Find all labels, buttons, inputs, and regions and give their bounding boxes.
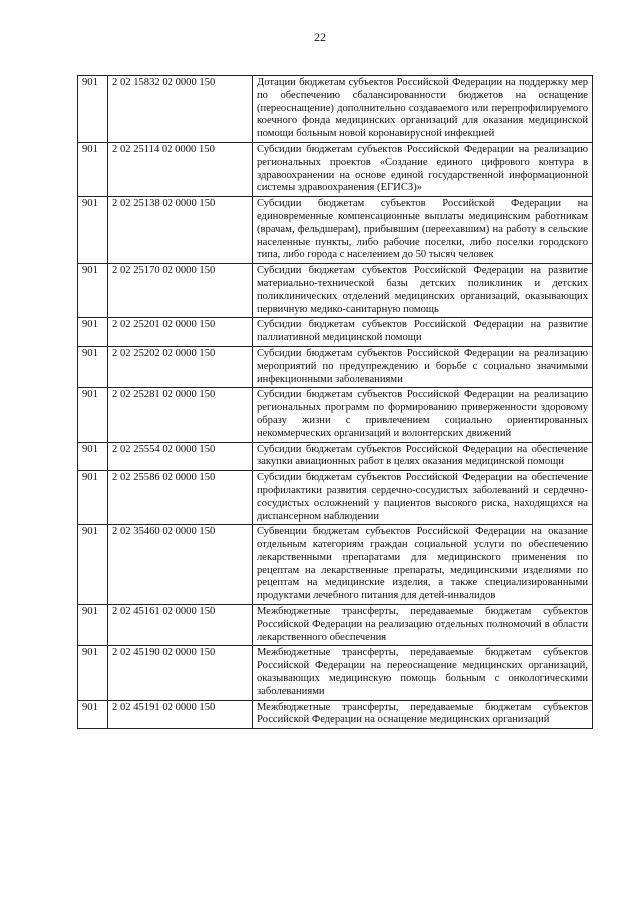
budget-code-cell: 2 02 25202 02 0000 150 (108, 346, 253, 387)
budget-code-cell: 2 02 25114 02 0000 150 (108, 142, 253, 196)
page-number: 22 (314, 30, 326, 44)
revenue-name-cell: Субсидии бюджетам субъектов Российской Федерации на реализацию мероприятий по предупреждению и борьбе с социально значимыми инфекционными заболеваниями (253, 346, 593, 387)
admin-code-cell: 901 (78, 318, 108, 347)
admin-code-cell: 901 (78, 525, 108, 605)
table-row (78, 442, 593, 471)
revenue-name-cell: Межбюджетные трансферты, передаваемые бюджетам субъектов Российской Федерации на переоснащение медицинских организаций, оказывающих медицинскую помощь больным с онкологическими заболеваниями (253, 646, 593, 700)
revenue-name-cell: Субсидии бюджетам субъектов Российской Федерации на реализацию региональных программ по формированию приверженности здоровому образу жизни с привлечением социально ориентированных некоммерческих организаций и волонтерских движений (253, 388, 593, 442)
revenue-name-cell: Межбюджетные трансферты, передаваемые бюджетам субъектов Российской Федерации на реализацию отдельных полномочий в области лекарственного обеспечения (253, 605, 593, 646)
table-row (78, 471, 593, 525)
admin-code-cell: 901 (78, 197, 108, 264)
budget-code-cell: 2 02 25201 02 0000 150 (108, 318, 253, 347)
admin-code-cell: 901 (78, 442, 108, 471)
admin-code-cell: 901 (78, 346, 108, 387)
budget-code-cell: 2 02 25138 02 0000 150 (108, 197, 253, 264)
admin-code-cell: 901 (78, 700, 108, 729)
admin-code-cell: 901 (78, 646, 108, 700)
budget-code-cell: 2 02 45190 02 0000 150 (108, 646, 253, 700)
revenue-name-cell: Субсидии бюджетам субъектов Российской Федерации на обеспечение профилактики развития сердечно-сосудистых заболеваний и сердечно-сосудистых осложнений у пациентов высокого риска, находящихся на диспансерном наблюдении (253, 471, 593, 525)
admin-code-cell: 901 (78, 605, 108, 646)
table-body (78, 76, 593, 729)
table-row (78, 264, 593, 318)
budget-code-cell: 2 02 25554 02 0000 150 (108, 442, 253, 471)
revenue-name-cell: Дотации бюджетам субъектов Российской Федерации на поддержку мер по обеспечению сбалансированности бюджетов на оснащение (переоснащение) дополнительно создаваемого или перепрофилируемого коечного фонда медицинских организаций для оказания медицинской помощи больным новой коронавирусной инфекцией (253, 76, 593, 143)
table-row (78, 346, 593, 387)
table-row (78, 142, 593, 196)
table-row (78, 700, 593, 729)
revenue-name-cell: Субсидии бюджетам субъектов Российской Федерации на реализацию региональных проектов «Создание единого цифрового контура в здравоохранении на основе единой государственной информационной системы здравоохранения (ЕГИСЗ)» (253, 142, 593, 196)
budget-code-cell: 2 02 35460 02 0000 150 (108, 525, 253, 605)
budget-code-cell: 2 02 15832 02 0000 150 (108, 76, 253, 143)
budget-code-cell: 2 02 45191 02 0000 150 (108, 700, 253, 729)
table-row (78, 76, 593, 143)
revenue-name-cell: Субвенции бюджетам субъектов Российской Федерации на оказание отдельным категориям граждан социальной услуги по обеспечению лекарственными препаратами для медицинского применения по рецептам на лекарственные препараты, медицинскими изделиями по рецептам на медицинские изделия, а также специализированными продуктами лечебного питания для детей-инвалидов (253, 525, 593, 605)
budget-revenue-table (77, 75, 593, 729)
budget-code-cell: 2 02 25170 02 0000 150 (108, 264, 253, 318)
budget-code-cell: 2 02 25281 02 0000 150 (108, 388, 253, 442)
budget-code-cell: 2 02 45161 02 0000 150 (108, 605, 253, 646)
revenue-name-cell: Субсидии бюджетам субъектов Российской Федерации на развитие паллиативной медицинской помощи (253, 318, 593, 347)
table-row (78, 525, 593, 605)
admin-code-cell: 901 (78, 76, 108, 143)
table-row (78, 318, 593, 347)
admin-code-cell: 901 (78, 142, 108, 196)
revenue-name-cell: Субсидии бюджетам субъектов Российской Федерации на единовременные компенсационные выплаты медицинским работникам (врачам, фельдшерам), прибывшим (переехавшим) на работу в сельские населенные пункты, либо рабочие поселки, либо поселки городского типа, либо города с населением до 50 тысяч человек (253, 197, 593, 264)
revenue-name-cell: Субсидии бюджетам субъектов Российской Федерации на развитие материально-технической базы детских поликлиник и детских поликлинических отделений медицинских организаций, оказывающих первичную медико-санитарную помощь (253, 264, 593, 318)
admin-code-cell: 901 (78, 471, 108, 525)
budget-code-cell: 2 02 25586 02 0000 150 (108, 471, 253, 525)
admin-code-cell: 901 (78, 264, 108, 318)
admin-code-cell: 901 (78, 388, 108, 442)
table-row (78, 605, 593, 646)
table-row (78, 388, 593, 442)
revenue-name-cell: Межбюджетные трансферты, передаваемые бюджетам субъектов Российской Федерации на оснащение медицинских организаций (253, 700, 593, 729)
table-row (78, 646, 593, 700)
revenue-name-cell: Субсидии бюджетам субъектов Российской Федерации на обеспечение закупки авиационных работ в целях оказания медицинской помощи (253, 442, 593, 471)
table-row (78, 197, 593, 264)
